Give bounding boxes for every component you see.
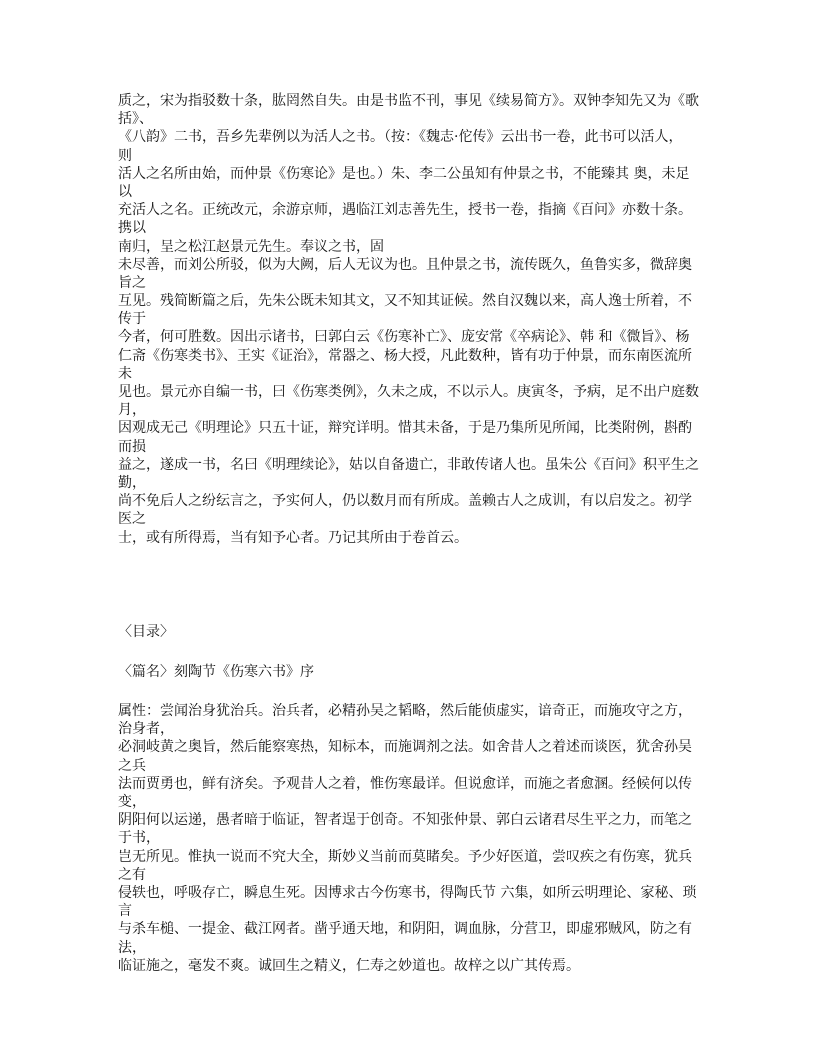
text-line: 未尽善，而刘公所驳，似为大阙，后人无议为也。且仲景之书，流传既久，鱼鲁实多，微辞奥: [118, 256, 692, 273]
document-page: [118, 92, 708, 975]
text-line: 南归，呈之松江赵景元先生。奉议之书，固: [118, 238, 384, 255]
text-line: 侵轶也，呼吸存亡，瞬息生死。因博求古今伤寒书，得陶氏节 六集，如所云明理论、家秘、琐: [118, 884, 697, 901]
text-line: 言: [118, 903, 132, 920]
text-line: 法，: [118, 939, 146, 956]
text-line: 旨之: [118, 274, 146, 291]
text-line: 未: [118, 365, 132, 382]
chapter-title: 〈篇名〉刻陶节《伤寒六书》序: [118, 663, 314, 680]
text-line: 质之，宋为指驳数十条，肱罔然自失。由是书监不刊，事见《续易简方》。双钟李知先又为《歌: [118, 93, 699, 109]
text-line: 《八韵》二书，吾乡先辈例以为活人之书。（按：《魏志·佗传》云出书一卷，此书可以活人，: [118, 129, 683, 146]
text-line: 以: [118, 183, 132, 200]
text-line: 医之: [118, 511, 146, 528]
text-line: 变，: [118, 794, 146, 810]
text-line: 今者，何可胜数。因出示诸书，曰郭白云《伤寒补亡》、庞安常《卒病论》、韩 和《微旨》、杨: [118, 329, 690, 346]
text-line: 括》、: [118, 111, 153, 128]
text-line: 携以: [118, 220, 146, 237]
text-line: 见也。景元亦自编一书，曰《伤寒类例》，久未之成，不以示人。庚寅冬，予病，足不出户庭数: [118, 384, 699, 400]
attribute-paragraph: [118, 702, 708, 975]
text-line: 治身者，: [118, 721, 174, 738]
text-line: 与杀车槌、一提金、截江网者。凿乎通天地，和阴阳，调血脉，分营卫，即虚邪贼风，防之有: [118, 921, 692, 938]
text-line: 活人之名所由始，而仲景《伤寒论》是也。）朱、李二公虽知有仲景之书，不能臻其 奥，未足: [118, 165, 690, 182]
text-line: 因观成无己《明理论》只五十证，辩究详明。惜其未备，于是乃集所见所闻，比类附例，斟酌: [118, 420, 692, 437]
text-line: 传于: [118, 311, 146, 328]
text-line: 岂无所见。惟执一说而不究大全，斯妙义当前而莫睹矣。予少好医道，尝叹疾之有伤寒，犹兵: [118, 848, 692, 865]
text-line: 必洞岐黄之奥旨，然后能察寒热，知标本，而施调剂之法。如舍昔人之着述而谈医，犹舍孙吴: [118, 739, 692, 756]
toc-label: 〈目录〉: [118, 623, 174, 640]
text-line: 勤，: [118, 474, 146, 491]
text-line: 阴阳何以运递，愚者暗于临证，智者逞于创奇。不知张仲景、郭白云诸君尽生平之力，而笔之: [118, 812, 692, 829]
text-line: 则: [118, 147, 132, 164]
text-line: 法而贾勇也，鲜有济矣。予观昔人之着，惟伤寒最详。但说愈详，而施之者愈溷。经候何以传: [118, 775, 692, 792]
preface-paragraph: [118, 92, 708, 547]
text-line: 属性：尝闻治身犹治兵。治兵者，必精孙吴之韬略，然后能侦虚实，谙奇正，而施攻守之方，: [118, 703, 692, 720]
text-line: 尚不免后人之纷纭言之，予实何人，仍以数月而有所成。盖赖古人之成训，有以启发之。初学: [118, 493, 692, 510]
text-line: 之兵: [118, 757, 146, 774]
text-line: 于书，: [118, 830, 160, 847]
text-line: 互见。残简断篇之后，先朱公既未知其文，又不知其证候。然自汉魏以来，高人逸士所着，不: [118, 293, 692, 310]
text-line: 而损: [118, 438, 146, 455]
text-line: 仁斋《伤寒类书》、王实《证治》，常器之、杨大授，凡此数种，皆有功于仲景，而东南医流所: [118, 347, 692, 364]
text-line: 月，: [118, 402, 146, 419]
text-line: 充活人之名。正统改元，余游京师，遇临江刘志善先生，授书一卷，指摘《百问》亦数十条。: [118, 202, 692, 219]
text-line: 益之，遂成一书，名曰《明理续论》，姑以自备遗亡，非敢传诸人也。虽朱公《百问》积平生之: [118, 456, 699, 473]
text-line: 士，或有所得焉，当有知予心者。乃记其所由于卷首云。: [118, 529, 468, 546]
text-line: 之有: [118, 866, 146, 883]
text-line: 临证施之，毫发不爽。诚回生之精义，仁寿之妙道也。故梓之以广其传焉。: [118, 957, 580, 974]
